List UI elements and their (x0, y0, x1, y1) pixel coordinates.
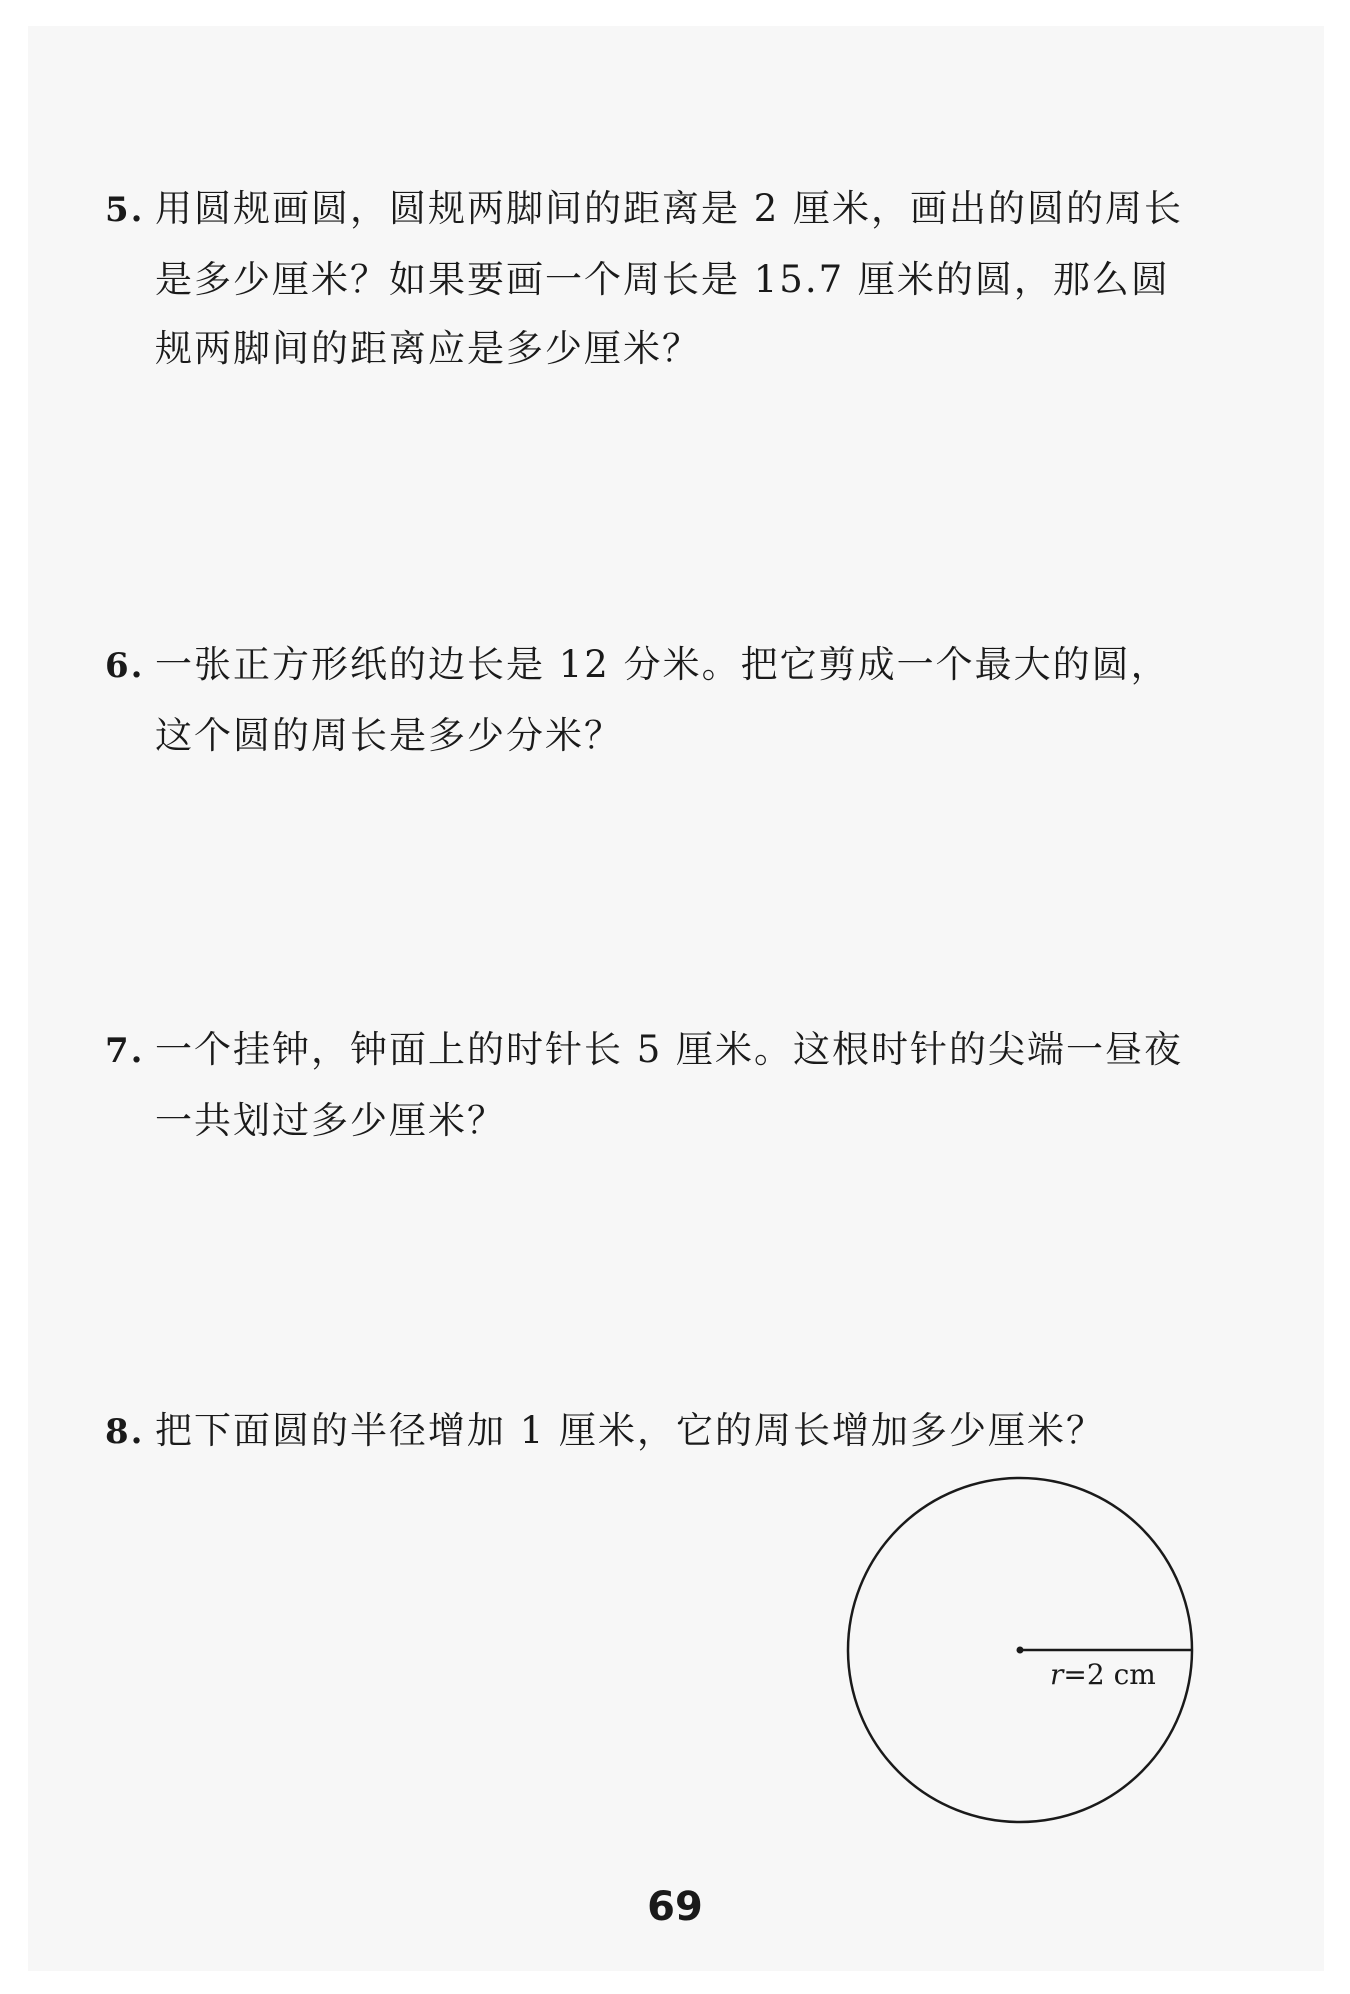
center-point (1017, 1647, 1024, 1654)
problem-line (105, 630, 1225, 701)
problem-text: 一张正方形纸的边长是 12 分米。把它剪成一个最大的圆， (155, 643, 1170, 686)
radius-value: =2 cm (1063, 1658, 1156, 1691)
problem-7 (105, 1015, 1225, 1155)
circle-diagram (840, 1470, 1200, 1830)
problem-text: 一个挂钟，钟面上的时针长 5 厘米。这根时针的尖端一昼夜 (155, 1028, 1184, 1071)
problem-text: 把下面圆的半径增加 1 厘米，它的周长增加多少厘米？ (155, 1409, 1106, 1452)
problem-line (105, 701, 1225, 770)
problem-5 (105, 174, 1225, 383)
problem-line (105, 245, 1225, 314)
problem-number: 6. (105, 646, 145, 686)
radius-label (1050, 1658, 1156, 1691)
problem-line (105, 314, 1225, 383)
problem-number: 5. (105, 190, 145, 230)
problem-text: 这个圆的周长是多少分米？ (155, 714, 623, 757)
problem-text: 是多少厘米？如果要画一个周长是 15.7 厘米的圆，那么圆 (155, 258, 1170, 301)
problem-number: 8. (105, 1412, 145, 1452)
problem-8 (105, 1396, 1225, 1467)
problem-number: 7. (105, 1031, 145, 1071)
problem-text: 一共划过多少厘米？ (155, 1099, 506, 1142)
problem-line (105, 174, 1225, 245)
problem-text: 用圆规画圆，圆规两脚间的距离是 2 厘米，画出的圆的周长 (155, 187, 1184, 230)
problem-line (105, 1086, 1225, 1155)
radius-variable: r (1050, 1658, 1064, 1691)
problem-line (105, 1015, 1225, 1086)
problem-text: 规两脚间的距离应是多少厘米？ (155, 327, 701, 370)
problem-6 (105, 630, 1225, 770)
problem-line (105, 1396, 1225, 1467)
page-number: 69 (647, 1884, 703, 1930)
circle-figure (840, 1470, 1200, 1830)
